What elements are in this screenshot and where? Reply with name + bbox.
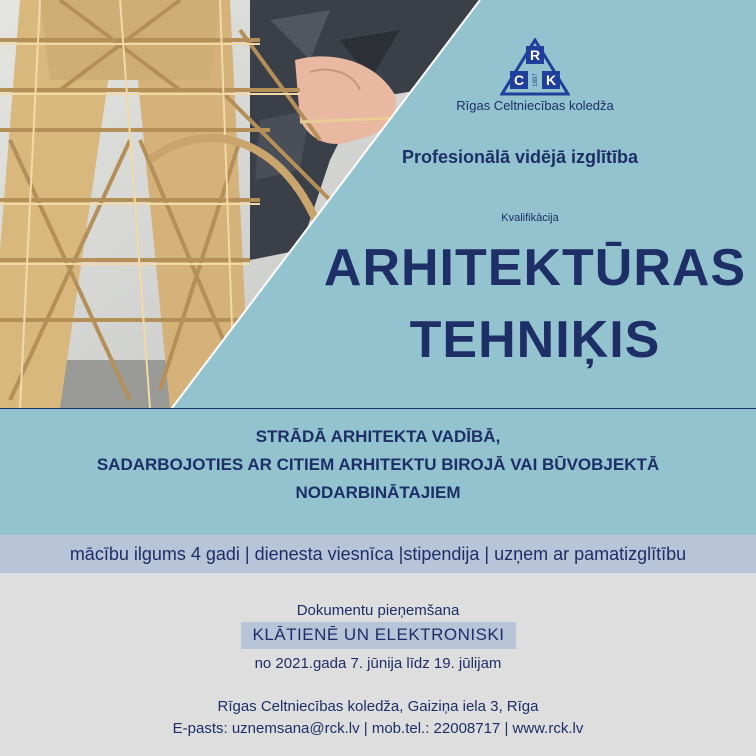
qualification-label: Kvalifikācija xyxy=(501,212,559,224)
admission-section xyxy=(0,573,756,756)
admission-label: Dokumentu pieņemšana xyxy=(296,602,460,619)
rck-triangle-logo-icon xyxy=(500,38,570,96)
logo-letter-k: K xyxy=(545,72,557,88)
contact-line: E-pasts: uznemsana@rck.lv | mob.tel.: 22008717 | www.rck.lv xyxy=(172,720,584,737)
qualification-title-line2: TEHNIĶIS xyxy=(409,311,661,369)
admission-mode-badge xyxy=(241,622,516,649)
logo-year: 1897 xyxy=(533,73,539,87)
college-address: Rīgas Celtniecības koledža, Gaiziņa iela 3, Rīga xyxy=(217,698,539,715)
job-description xyxy=(0,409,756,535)
admission-dates: no 2021.gada 7. jūnija līdz 19. jūlijam xyxy=(254,655,502,672)
logo-letter-r: R xyxy=(529,47,541,63)
features-text: mācību ilgums 4 gadi | dienesta viesnīca |stipendija | uzņem ar pamatizglītību xyxy=(69,544,687,564)
features-bar xyxy=(0,535,756,573)
admission-mode: KLĀTIENĒ UN ELEKTRONISKI xyxy=(252,625,505,644)
description-line: STRĀDĀ ARHITEKTA VADĪBĀ, xyxy=(255,427,501,446)
college-name: Rīgas Celtniecības koledža xyxy=(456,98,614,113)
description-line: SADARBOJOTIES AR CITIEM ARHITEKTU BIROJĀ VAI BŪVOBJEKTĀ xyxy=(96,455,660,474)
logo-letter-c: C xyxy=(513,72,525,88)
qualification-title-line1: ARHITEKTŪRAS xyxy=(323,239,747,297)
education-level: Profesionālā vidējā izglītība xyxy=(401,147,639,167)
description-line: NODARBINĀTAJIEM xyxy=(295,483,461,502)
